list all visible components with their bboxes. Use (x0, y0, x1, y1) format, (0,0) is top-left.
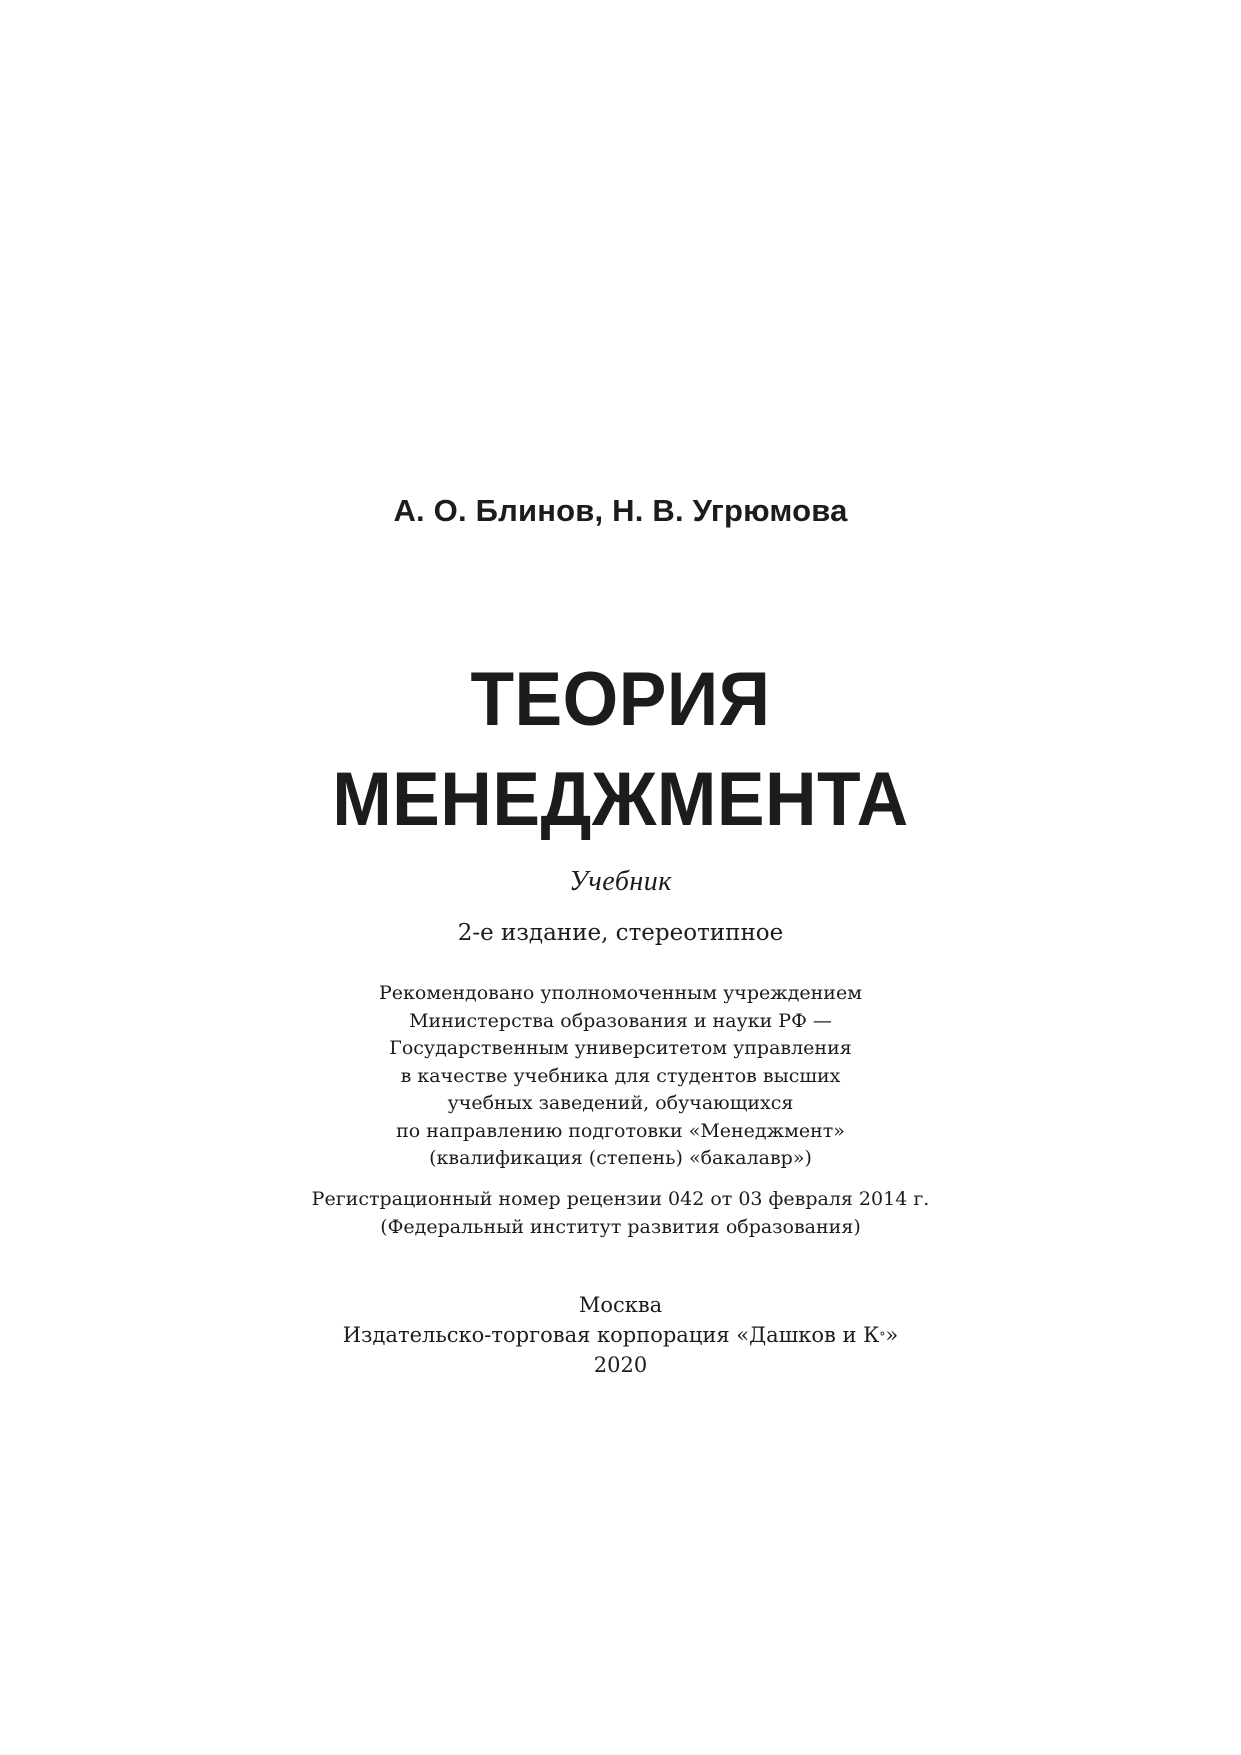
book-title-line-1: ТЕОРИЯ (470, 657, 771, 742)
imprint-year: 2020 (593, 1353, 648, 1377)
publisher-close-quote: » (885, 1323, 899, 1347)
imprint-city: Москва (578, 1293, 663, 1317)
publisher-name: Издательско-торговая корпорация «Дашков и К (342, 1323, 880, 1347)
book-title-line-2: МЕНЕДЖМЕНТА (332, 757, 909, 842)
approval-line: Министерства образования и науки РФ — (409, 1009, 832, 1032)
approval-line: в качестве учебника для студентов высших (400, 1064, 841, 1087)
edition-note: 2-е издание, стереотипное (457, 920, 784, 946)
registration-line: Регистрационный номер рецензии 042 от 03 февраля 2014 г. (311, 1188, 930, 1210)
registration-line: (Федеральный институт развития образования) (380, 1215, 861, 1238)
imprint (0, 1290, 1241, 1380)
approval-line: Рекомендовано уполномоченным учреждением (379, 982, 862, 1004)
authors: А. О. Блинов, Н. В. Угрюмова (393, 493, 848, 528)
registration-statement (0, 1186, 1241, 1241)
book-subtitle: Учебник (569, 866, 672, 897)
approval-line: учебных заведений, обучающихся (447, 1092, 794, 1114)
imprint-publisher (0, 1320, 1241, 1350)
degree-mark: ° (879, 1330, 886, 1344)
approval-line: (квалификация (степень) «бакалавр») (429, 1147, 812, 1169)
approval-line: по направлению подготовки «Менеджмент» (396, 1119, 845, 1142)
approval-line: Государственным университетом управления (389, 1037, 852, 1059)
approval-statement (0, 980, 1241, 1173)
